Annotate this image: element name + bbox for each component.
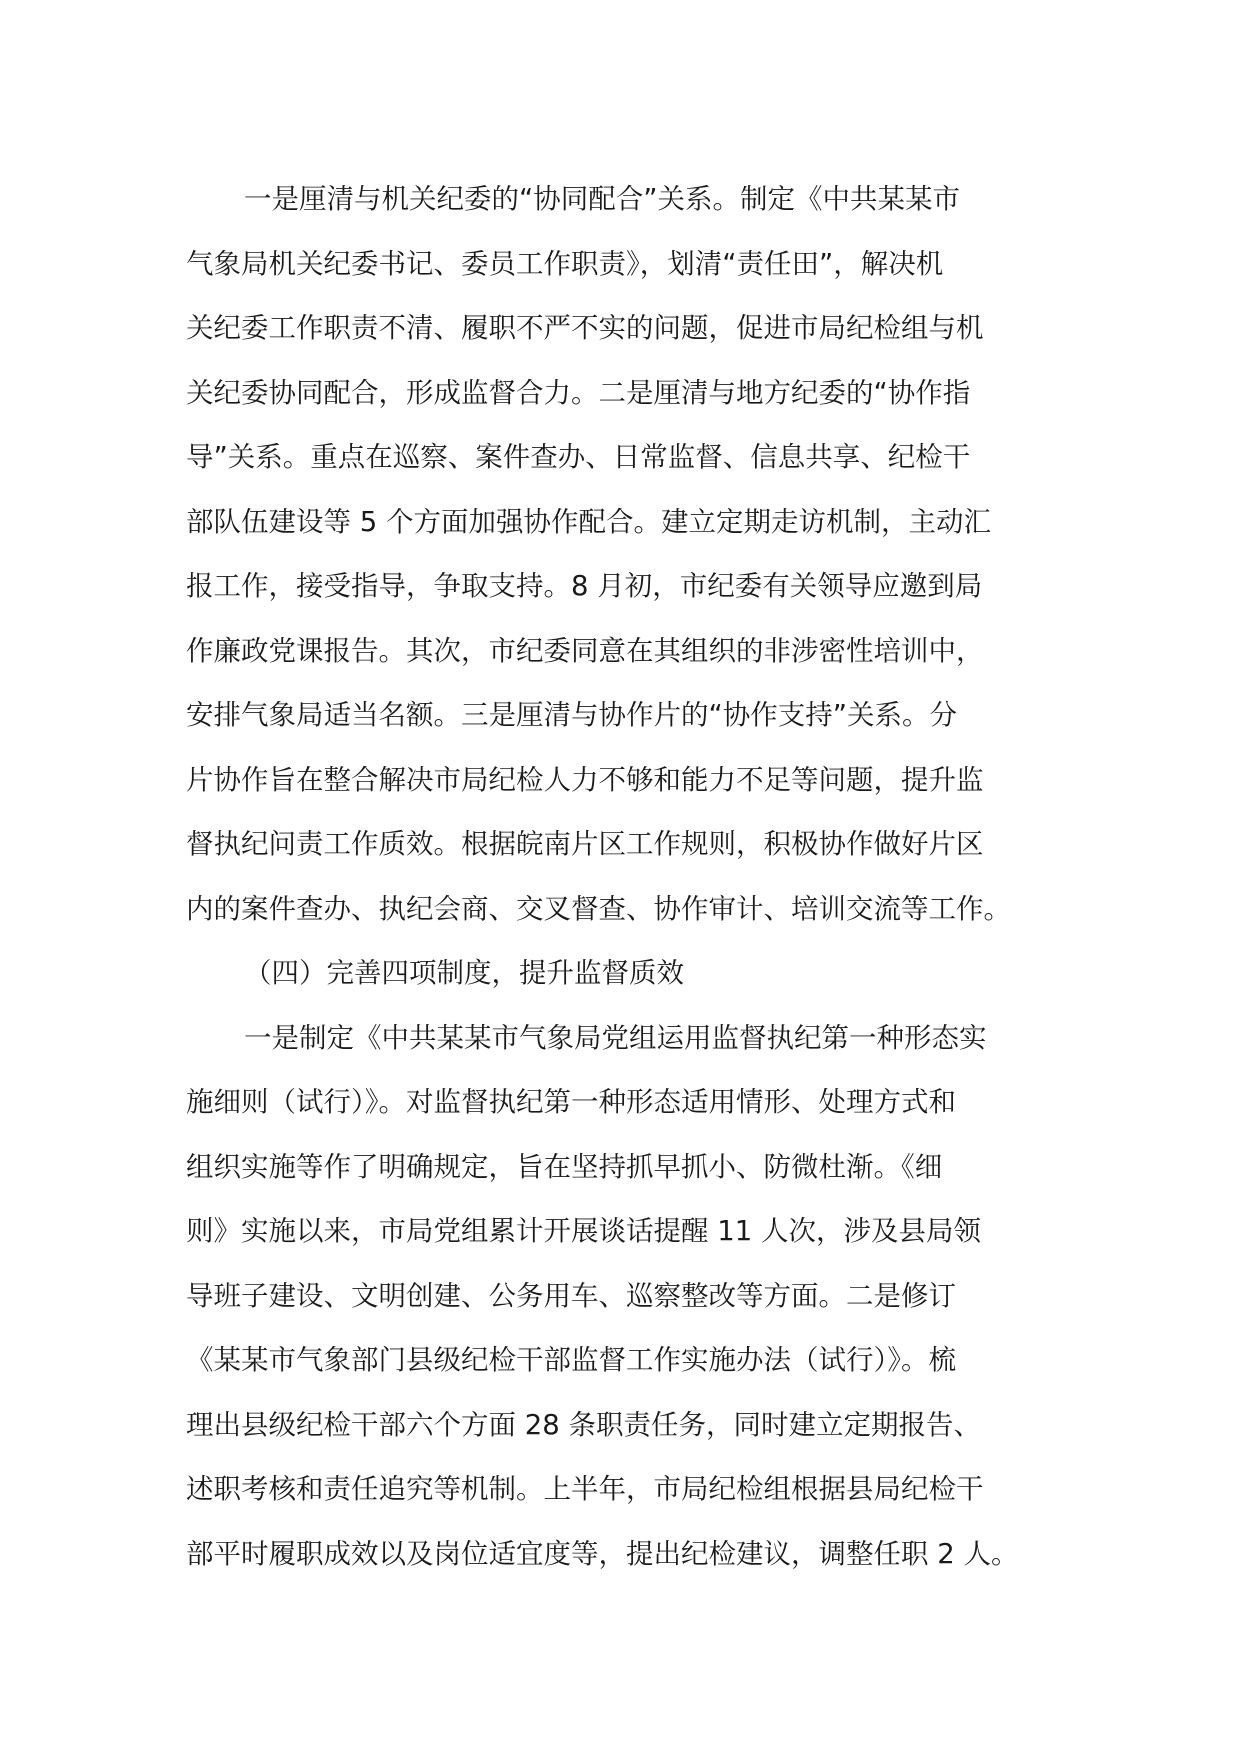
paragraph-line: 组织实施等作了明确规定，旨在坚持抓早抓小、防微杜渐。《细 bbox=[186, 1150, 943, 1183]
paragraph-line: 安排气象局适当名额。三是厘清与协作片的“协作支持”关系。分 bbox=[186, 699, 957, 731]
paragraph-line: 部队伍建设等 5 个方面加强协作配合。建立定期走访机制，主动汇 bbox=[186, 505, 991, 538]
paragraph-line: 一是厘清与机关纪委的“协同配合”关系。制定《中共某某市 bbox=[244, 183, 960, 215]
paragraph-line: 作廉政党课报告。其次，市纪委同意在其组织的非涉密性培训中， bbox=[186, 634, 984, 667]
paragraph-line: 施细则（试行）》。对监督执纪第一种形态适用情形、处理方式和 bbox=[186, 1086, 956, 1118]
paragraph-line: 部平时履职成效以及岗位适宜度等，提出纪检建议，调整任职 2 人。 bbox=[186, 1537, 1019, 1570]
paragraph-line: 报工作，接受指导，争取支持。8 月初，市纪委有关领导应邀到局 bbox=[186, 570, 983, 602]
paragraph-line: 内的案件查办、执纪会商、交叉督查、协作审计、培训交流等工作。 bbox=[186, 892, 1011, 925]
paragraph-line: 导”关系。重点在巡察、案件查办、日常监督、信息共享、纪检干 bbox=[186, 441, 971, 473]
paragraph-line: 关纪委工作职责不清、履职不严不实的问题，促进市局纪检组与机 bbox=[186, 312, 984, 344]
section-heading: （四）完善四项制度，提升监督质效 bbox=[244, 957, 684, 989]
paragraph-line: 述职考核和责任追究等机制。上半年，市局纪检组根据县局纪检干 bbox=[186, 1473, 984, 1505]
paragraph-line: 气象局机关纪委书记、委员工作职责》，划清“责任田”，解决机 bbox=[186, 247, 944, 280]
paragraph-line: 则》实施以来，市局党组累计开展谈话提醒 11 人次，涉及县局领 bbox=[186, 1215, 981, 1247]
paragraph-line: 理出县级纪检干部六个方面 28 条职责任务，同时建立定期报告、 bbox=[186, 1408, 981, 1441]
document-page bbox=[186, 167, 1066, 1586]
paragraph-line: 一是制定《中共某某市气象局党组运用监督执纪第一种形态实 bbox=[244, 1021, 987, 1054]
paragraph-line: 关纪委协同配合，形成监督合力。二是厘清与地方纪委的“协作指 bbox=[186, 376, 971, 409]
paragraph-line: 片协作旨在整合解决市局纪检人力不够和能力不足等问题，提升监 bbox=[186, 763, 984, 796]
paragraph-line: 督执纪问责工作质效。根据皖南片区工作规则，积极协作做好片区 bbox=[186, 828, 984, 860]
paragraph-line: 《某某市气象部门县级纪检干部监督工作实施办法（试行）》。梳 bbox=[186, 1344, 956, 1376]
paragraph-line: 导班子建设、文明创建、公务用车、巡察整改等方面。二是修订 bbox=[186, 1279, 956, 1312]
